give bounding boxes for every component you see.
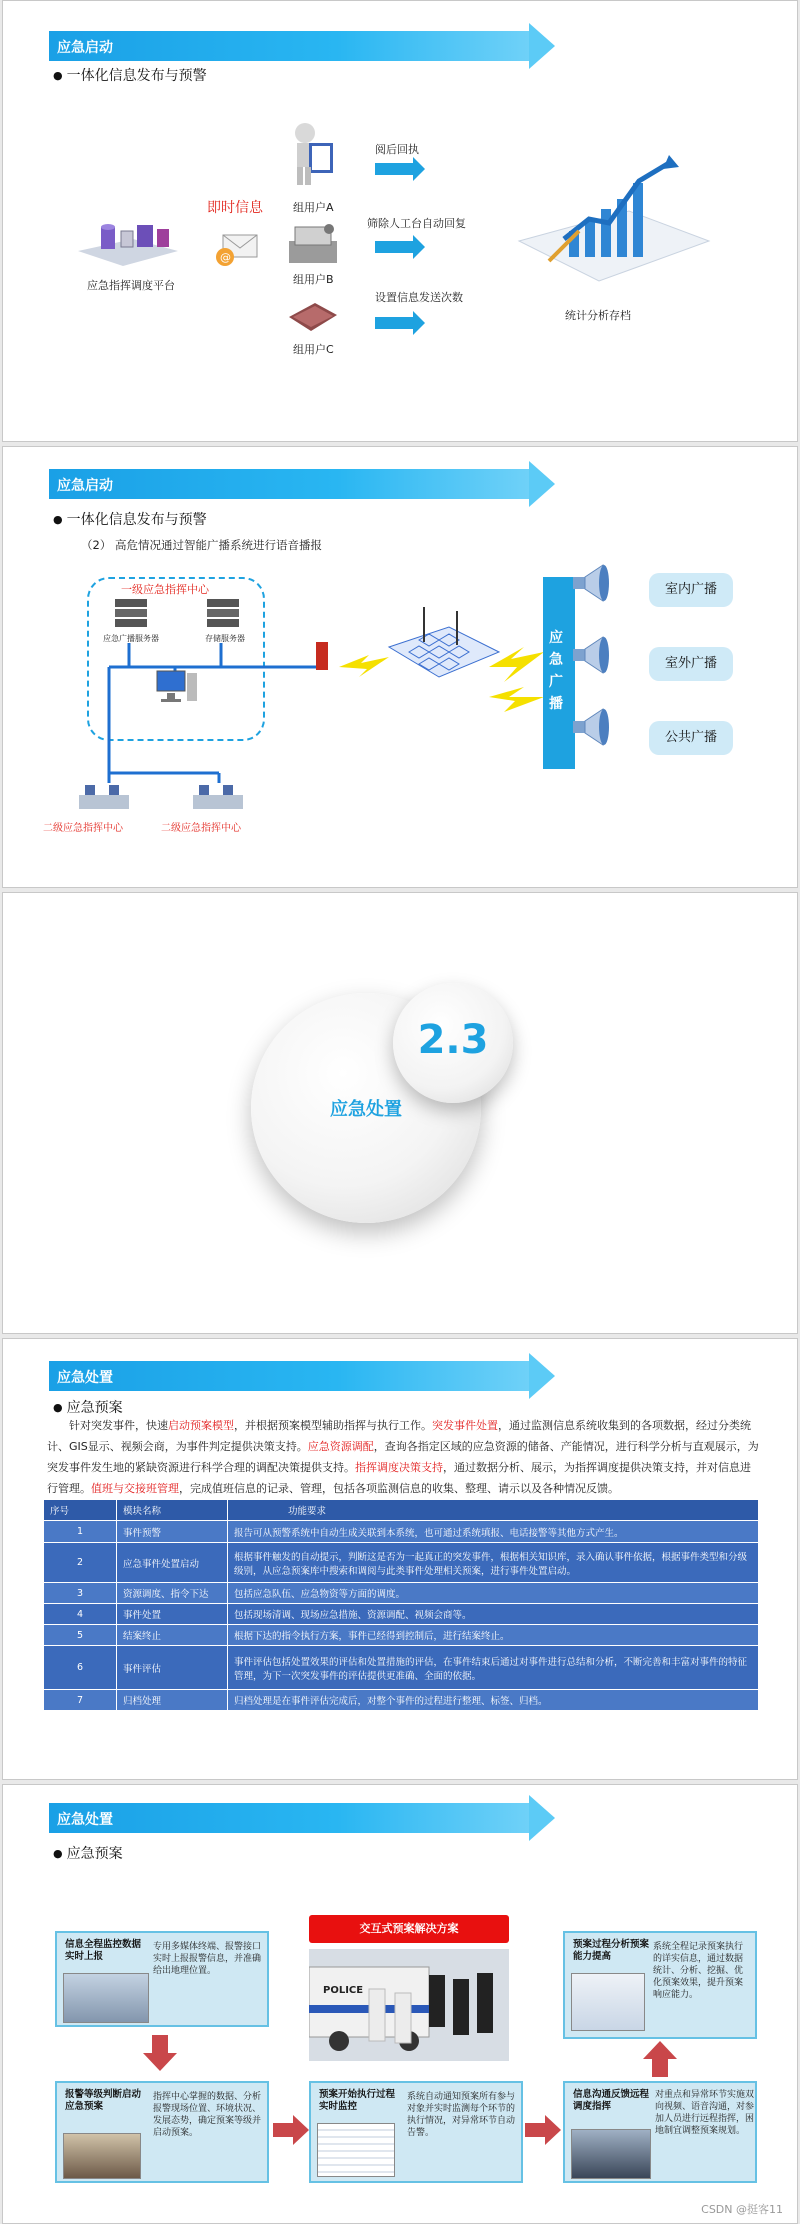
firewall-icon: [315, 641, 329, 671]
row-req: 包括应急队伍、应急物资等方面的调度。: [228, 1583, 759, 1604]
monitoring-screenshot: [63, 1973, 149, 2023]
sub-center-2-label: 二级应急指挥中心: [161, 823, 241, 834]
para-seg-5: 应急资源调配: [307, 1440, 374, 1453]
row-no: 4: [44, 1604, 117, 1625]
gantt-screenshot: [317, 2123, 395, 2177]
section-banner: [49, 1803, 529, 1833]
row-name: 归档处理: [117, 1690, 228, 1711]
broadcast-server-icon: [111, 597, 151, 631]
para-seg-10: ，完成值班信息的记录、管理，包括各项监测信息的收集、整理、请示以及各种情况反馈。: [179, 1482, 619, 1495]
action-2-label: 筛除人工台自动回复: [367, 217, 466, 230]
row-req: 报告可从预警系统中自动生成关联到本系统，也可通过系统填报、电话接警等其他方式产生。: [228, 1521, 759, 1543]
table-header-row: [44, 1500, 759, 1521]
slide-heading: ● 一体化信息发布与预警: [53, 509, 207, 529]
card-title: 预案过程分析预案能力提高: [573, 1939, 650, 1962]
table-row: [44, 1583, 759, 1604]
instant-info-label: 即时信息: [207, 200, 263, 216]
analysis-screenshot: [571, 1973, 645, 2031]
action-2-arrow: [375, 241, 413, 253]
card-desc: 系统自动通知预案所有参与对象并实时监测每个环节的执行情况，对异常环节自动告警。: [407, 2092, 516, 2138]
storage-server-icon: [203, 597, 243, 631]
sub-center-2-icon: [189, 781, 249, 811]
police-text: POLICE: [323, 1985, 364, 1996]
para-seg-2: ，并根据预案模型辅助指挥与执行工作。: [234, 1419, 432, 1432]
table-row: [44, 1646, 759, 1690]
target-outdoor: 室外广播: [649, 647, 733, 681]
para-seg-4: ，通过监测信息系统收集到的各项数据，经过分类统计、GIS显示、视频会商，为事件判定提供决策支持。: [47, 1419, 751, 1453]
table-row: [44, 1604, 759, 1625]
action-1-arrow: [375, 163, 413, 175]
row-name: 事件处置: [117, 1604, 228, 1625]
row-name: 事件评估: [117, 1646, 228, 1690]
para-seg-8: ，通过数据分析、展示，为指挥调度提供决策支持，并对信息进行管理。: [47, 1461, 751, 1495]
row-name: 事件预警: [117, 1521, 228, 1543]
section-banner: [49, 1361, 529, 1391]
slide-emergency-plan-table: [2, 1338, 798, 1780]
section-banner: [49, 31, 529, 61]
row-req: 根据事件触发的自动提示，判断这是否为一起真正的突发事件，根据相关知识库，录入确认事件依据，根据事件类型和分级级别，从应急预案库中搜索和调阅与此类事件处理相关预案，进行事件处置启动。: [228, 1543, 759, 1583]
table-row: [44, 1543, 759, 1583]
row-no: 5: [44, 1625, 117, 1646]
platform-illustration: [73, 211, 183, 271]
row-name: 资源调度、指令下达: [117, 1583, 228, 1604]
user-a-label: 组用户A: [293, 201, 334, 214]
dispatch-photo: [571, 2129, 651, 2179]
meeting-photo: [63, 2133, 141, 2179]
table-header-req: 功能要求: [228, 1500, 759, 1521]
row-no: 3: [44, 1583, 117, 1604]
sub-center-1-label: 二级应急指挥中心: [43, 823, 123, 834]
card-realtime-report: [55, 1931, 269, 2027]
table-header-no: 序号: [44, 1500, 117, 1521]
flow-arrow-right-1: [273, 2115, 309, 2145]
card-desc: 专用多媒体终端、报警接口实时上报报警信息，并准确给出地理位置。: [153, 1942, 262, 1976]
row-no: 7: [44, 1690, 117, 1711]
user-c-icon: [285, 297, 341, 337]
speaker-2-icon: [573, 633, 613, 677]
card-desc: 系统全程记录预案执行的详实信息，通过数据统计、分析、挖掘、优化预案效果，提升预案响应能力。: [653, 1942, 744, 2000]
user-b-icon: [285, 223, 341, 265]
table-row: [44, 1521, 759, 1543]
card-process-analysis: [563, 1931, 757, 2039]
flow-arrow-right-2: [525, 2115, 561, 2145]
target-indoor: 室内广播: [649, 573, 733, 607]
sub-center-1-icon: [75, 781, 135, 811]
row-req: 包括现场清调、现场应急措施、资源调配、视频会商等。: [228, 1604, 759, 1625]
card-title: 报警等级判断启动应急预案: [65, 2089, 142, 2112]
user-c-label: 组用户C: [293, 343, 334, 356]
plan-paragraph: [47, 1415, 759, 1499]
card-title: 信息全程监控数据实时上报: [65, 1939, 142, 1962]
banner-title: 应急启动: [57, 478, 113, 494]
row-req: 归档处理是在事件评估完成后，对整个事件的过程进行整理、标签、归档。: [228, 1690, 759, 1711]
slide-info-release-1: [2, 0, 798, 442]
para-seg-6: ，查询各指定区域的应急资源的储备、产能情况，进行科学分析与直观展示，为突发事件发生地的紧缺资源进行科学合理的调配决策提供支持。: [47, 1440, 759, 1474]
row-name: 结案终止: [117, 1625, 228, 1646]
banner-title: 应急处置: [57, 1812, 113, 1828]
watermark: CSDN @挺客11: [701, 2203, 783, 2216]
user-b-label: 组用户B: [293, 273, 334, 286]
para-seg-3: 突发事件处置: [432, 1419, 498, 1432]
row-no: 6: [44, 1646, 117, 1690]
network-lines: [99, 643, 339, 783]
plan-table: [43, 1499, 759, 1711]
police-photo: [309, 1949, 509, 2061]
email-icon: [213, 233, 261, 267]
speaker-3-icon: [573, 705, 613, 749]
broadcast-label: 应急广播: [549, 630, 563, 712]
card-remote-dispatch: [563, 2081, 757, 2183]
slide-section-cover: [2, 892, 798, 1334]
slide-info-release-2: [2, 446, 798, 888]
row-no: 1: [44, 1521, 117, 1543]
card-title: 信息沟通反馈远程调度指挥: [573, 2089, 650, 2112]
row-no: 2: [44, 1543, 117, 1583]
card-desc: 对重点和异常环节实施双向视频、语音沟通，对参加人员进行远程指挥，困地制宜调整预案规划。: [655, 2090, 755, 2136]
table-row: [44, 1690, 759, 1711]
platform-label: 应急指挥调度平台: [87, 279, 175, 292]
first-level-center-label: 一级应急指挥中心: [121, 583, 209, 596]
card-level-judgement: [55, 2081, 269, 2183]
card-title: 预案开始执行过程实时监控: [319, 2089, 396, 2112]
action-3-label: 设置信息发送次数: [375, 291, 463, 304]
para-seg-1: 启动预案模型: [168, 1419, 234, 1432]
flow-arrow-down: [143, 2035, 177, 2071]
banner-title: 应急处置: [57, 1370, 113, 1386]
section-number: 2.3: [417, 1017, 489, 1063]
section-banner: [49, 469, 529, 499]
flow-arrow-up: [643, 2041, 677, 2077]
row-name: 应急事件处置启动: [117, 1543, 228, 1583]
table-header-name: 模块名称: [117, 1500, 228, 1521]
table-row: [44, 1625, 759, 1646]
statistics-chart-illustration: [509, 151, 719, 301]
server-1-label: 应急广播服务器: [103, 634, 159, 643]
wireless-tower-illustration: [339, 597, 549, 737]
archive-label: 统计分析存档: [565, 309, 631, 322]
row-req: 根据下达的指令执行方案，事件已经得到控制后，进行结案终止。: [228, 1625, 759, 1646]
banner-title: 应急启动: [57, 40, 113, 56]
action-3-arrow: [375, 317, 413, 329]
action-1-label: 阅后回执: [375, 143, 419, 156]
slide-heading: ● 应急预案: [53, 1843, 123, 1863]
card-plan-execution: [309, 2081, 523, 2183]
para-seg-9: 值班与交接班管理: [91, 1482, 179, 1495]
slide-interactive-plan: [2, 1784, 798, 2224]
speaker-1-icon: [573, 561, 613, 605]
slide-heading: ● 应急预案: [53, 1397, 123, 1417]
card-desc: 指挥中心掌握的数据、分析报警现场位置、环境状况、发展态势，确定预案等级并启动预案。: [153, 2092, 262, 2138]
section-title: 应急处置: [330, 1099, 402, 1120]
computer-icon: [155, 669, 199, 705]
server-2-label: 存储服务器: [205, 634, 245, 643]
user-a-icon: [283, 121, 343, 191]
target-public: 公共广播: [649, 721, 733, 755]
svg-text:@: @: [220, 251, 231, 264]
slide-heading: ● 一体化信息发布与预警: [53, 65, 207, 85]
para-seg-0: 针对突发事件，快速: [69, 1419, 168, 1432]
slide-subheading: （2） 高危情况通过智能广播系统进行语音播报: [81, 538, 322, 552]
center-title-box: 交互式预案解决方案: [309, 1915, 509, 1943]
row-req: 事件评估包括处置效果的评估和处置措施的评估，在事件结束后通过对事件进行总结和分析，不断完善和丰富对事件的特征管理，为下一次突发事件的评估提供更准确、全面的依据。: [228, 1646, 759, 1690]
para-seg-7: 指挥调度决策支持: [355, 1461, 443, 1474]
